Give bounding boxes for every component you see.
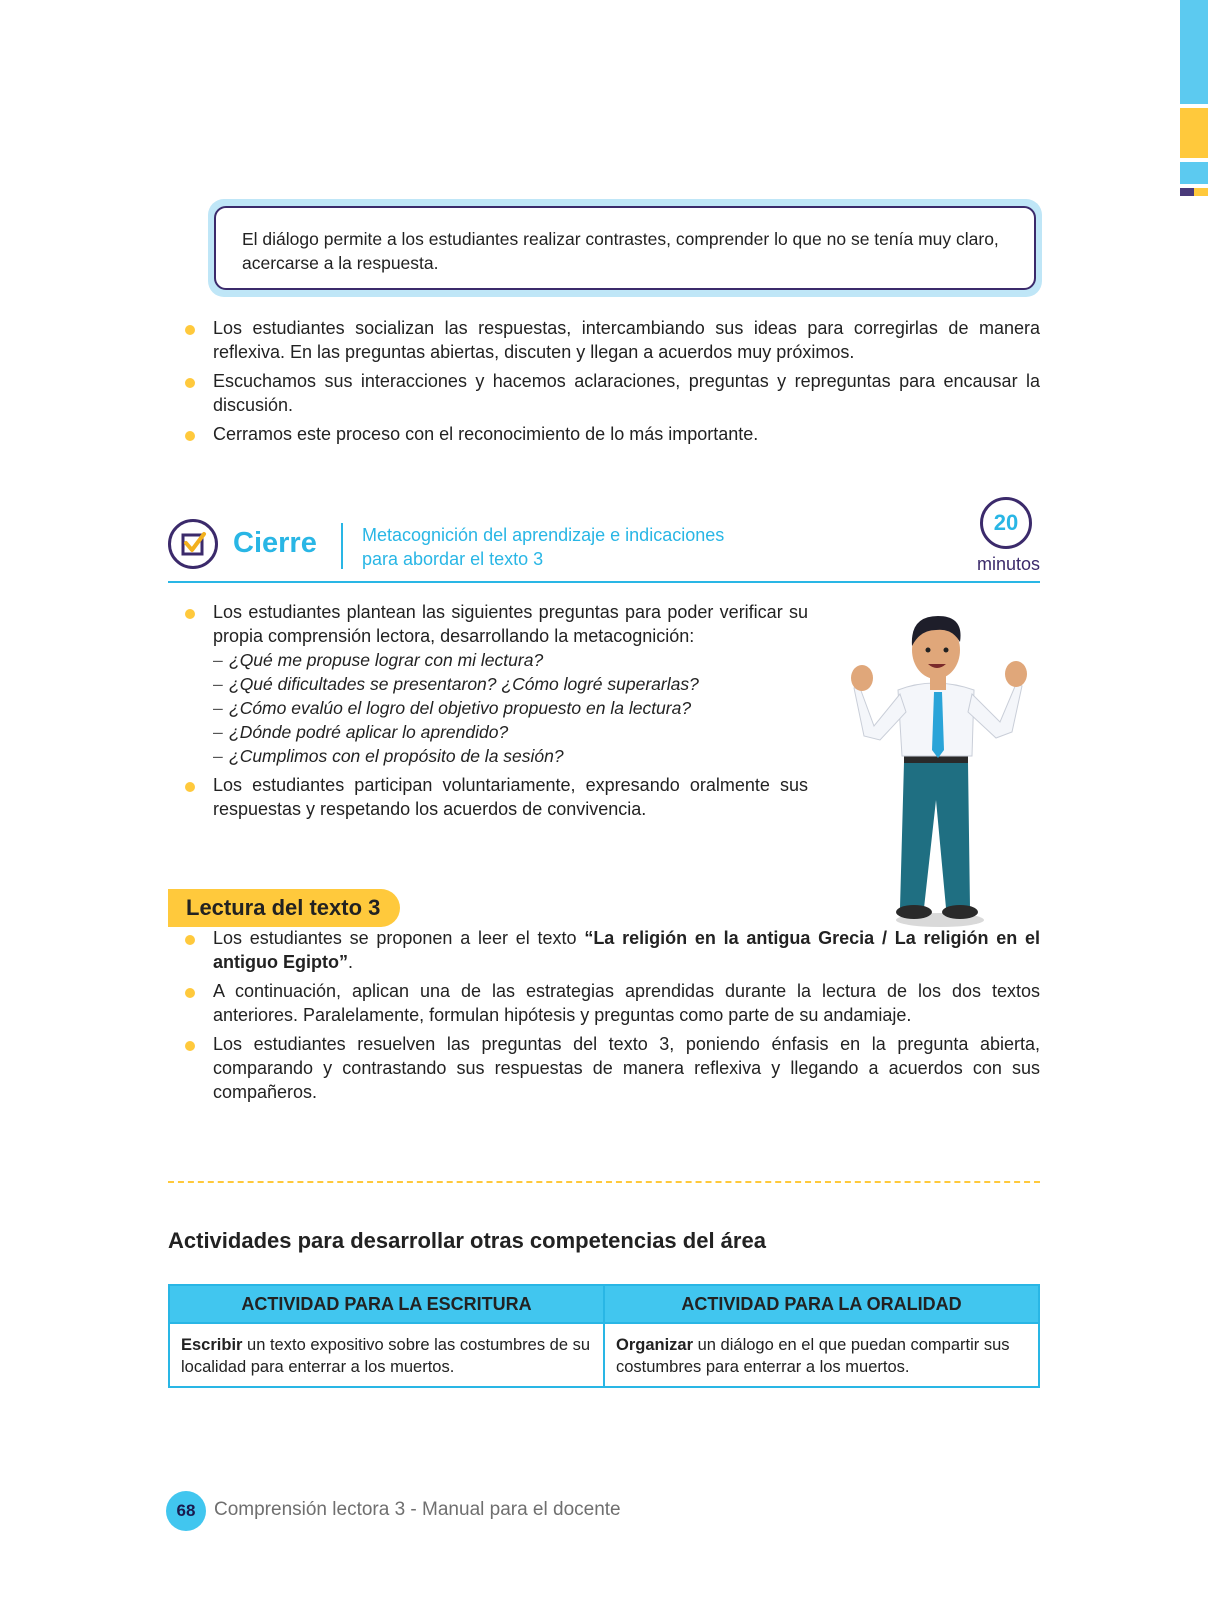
side-tab-purple (1180, 188, 1194, 196)
table-row (169, 1323, 1039, 1387)
list-item-text: Los estudiantes resuelven las preguntas del texto 3, poniendo énfasis en la pregunta abierta, comparando y contrastando sus respuestas de manera reflexiva y llegando a acuerdos con sus compañeros. (213, 1034, 1040, 1102)
list-item-text-end: . (347, 952, 353, 972)
question-item: – ¿Cómo evalúo el logro del objetivo propuesto en la lectura? (213, 698, 692, 718)
timer-label: minutos (976, 554, 1040, 574)
activities-title: Actividades para desarrollar otras competencias del área (168, 1228, 766, 1253)
bullet-dot-icon (185, 988, 195, 998)
list-item-text: Los estudiantes socializan las respuestas, intercambiando sus ideas para corregirlas de manera reflexiva. En las preguntas abiertas, discuten y llegan a acuerdos muy próximos. (213, 318, 1040, 362)
page-number: 68 (166, 1491, 206, 1531)
cierre-bullet-list (168, 600, 808, 826)
cierre-description-line: para abordar el texto 3 (362, 549, 544, 569)
activities-table (168, 1284, 1040, 1388)
cierre-separator (341, 523, 343, 569)
list-item (168, 369, 1040, 417)
question-text: ¿Qué me propuse lograr con mi lectura? (229, 650, 544, 670)
bullet-dot-icon (185, 378, 195, 388)
checkbox-icon (168, 519, 218, 569)
cierre-underline (168, 581, 1040, 583)
lectura-texto-tag: Lectura del texto 3 (168, 889, 400, 927)
list-item (168, 979, 1040, 1027)
list-item (168, 422, 1040, 446)
text-title-bold: “La religión en la antigua Grecia / La religión en el antiguo Egipto” (213, 928, 1041, 972)
table-header-oral: ACTIVIDAD PARA LA ORALIDAD (604, 1285, 1039, 1323)
question-text: ¿Cumplimos con el propósito de la sesión? (229, 746, 564, 766)
side-tab-blue (1180, 0, 1208, 104)
dashed-divider (168, 1181, 1040, 1183)
table-cell-oral (604, 1323, 1039, 1387)
list-item-text: Escuchamos sus interacciones y hacemos aclaraciones, preguntas y repreguntas para encausar la discusión. (213, 371, 1040, 415)
writing-verb: Escribir (181, 1336, 243, 1354)
cierre-description-line: Metacognición del aprendizaje e indicaciones (362, 525, 725, 545)
question-item: – ¿Cumplimos con el propósito de la sesión? (213, 746, 564, 766)
list-item-text: Cerramos este proceso con el reconocimiento de lo más importante. (213, 424, 759, 444)
question-text: ¿Dónde podré aplicar lo aprendido? (229, 722, 509, 742)
note-box (208, 199, 1042, 297)
stopwatch-icon (980, 497, 1032, 549)
list-item (168, 926, 1040, 974)
cierre-description (362, 523, 782, 571)
list-item-text: Los estudiantes plantean las siguientes preguntas para poder verificar su propia comprensión lectora, desarrollando la metacognición: (213, 602, 808, 646)
bullet-dot-icon (185, 1041, 195, 1051)
bullet-dot-icon (185, 325, 195, 335)
list-item (168, 773, 808, 821)
question-item: – ¿Dónde podré aplicar lo aprendido? (213, 722, 509, 742)
bullet-dot-icon (185, 935, 195, 945)
bullet-dot-icon (185, 609, 195, 619)
lectura-bullet-list (168, 926, 1040, 1109)
oral-verb: Organizar (616, 1336, 694, 1354)
table-cell-writing (169, 1323, 604, 1387)
side-tab-yellow (1180, 108, 1208, 158)
note-box-inner (214, 206, 1036, 290)
question-text: ¿Qué dificultades se presentaron? ¿Cómo logré superarlas? (229, 674, 699, 694)
list-item (168, 316, 1040, 364)
question-text: ¿Cómo evalúo el logro del objetivo propuesto en la lectura? (229, 698, 692, 718)
timer-value: 20 (993, 510, 1019, 535)
question-item: – ¿Qué dificultades se presentaron? ¿Cómo logré superarlas? (213, 674, 699, 694)
list-item-text: Los estudiantes se proponen a leer el texto (213, 928, 585, 948)
teacher-illustration (850, 612, 1038, 937)
bullet-dot-icon (185, 431, 195, 441)
dialogue-bullet-list (168, 316, 1040, 451)
table-header-writing: ACTIVIDAD PARA LA ESCRITURA (169, 1285, 604, 1323)
question-list (213, 648, 808, 768)
table-header-row (169, 1285, 1039, 1323)
list-item (168, 1032, 1040, 1104)
question-item: – ¿Qué me propuse lograr con mi lectura? (213, 650, 544, 670)
side-tab-blue-small (1180, 162, 1208, 184)
list-item-text: Los estudiantes participan voluntariamente, expresando oralmente sus respuestas y respetando los acuerdos de convivencia. (213, 775, 808, 819)
footer-text: Comprensión lectora 3 - Manual para el docente (214, 1499, 621, 1520)
list-item (168, 600, 808, 768)
cierre-title: Cierre (233, 527, 317, 559)
bullet-dot-icon (185, 782, 195, 792)
note-text: El diálogo permite a los estudiantes realizar contrastes, comprender lo que no se tenía muy claro, acercarse a la respuesta. (242, 229, 999, 273)
list-item-text: A continuación, aplican una de las estrategias aprendidas durante la lectura de los dos textos anteriores. Paralelamente, formulan hipótesis y preguntas como parte de su andamiaje. (213, 981, 1040, 1025)
cierre-header (168, 497, 1040, 583)
writing-description: un texto expositivo sobre las costumbres de su localidad para enterrar a los muertos. (181, 1336, 591, 1376)
side-tab-yellow-small (1194, 188, 1208, 196)
oral-description: un diálogo en el que puedan compartir sus costumbres para enterrar a los muertos. (616, 1336, 1010, 1376)
